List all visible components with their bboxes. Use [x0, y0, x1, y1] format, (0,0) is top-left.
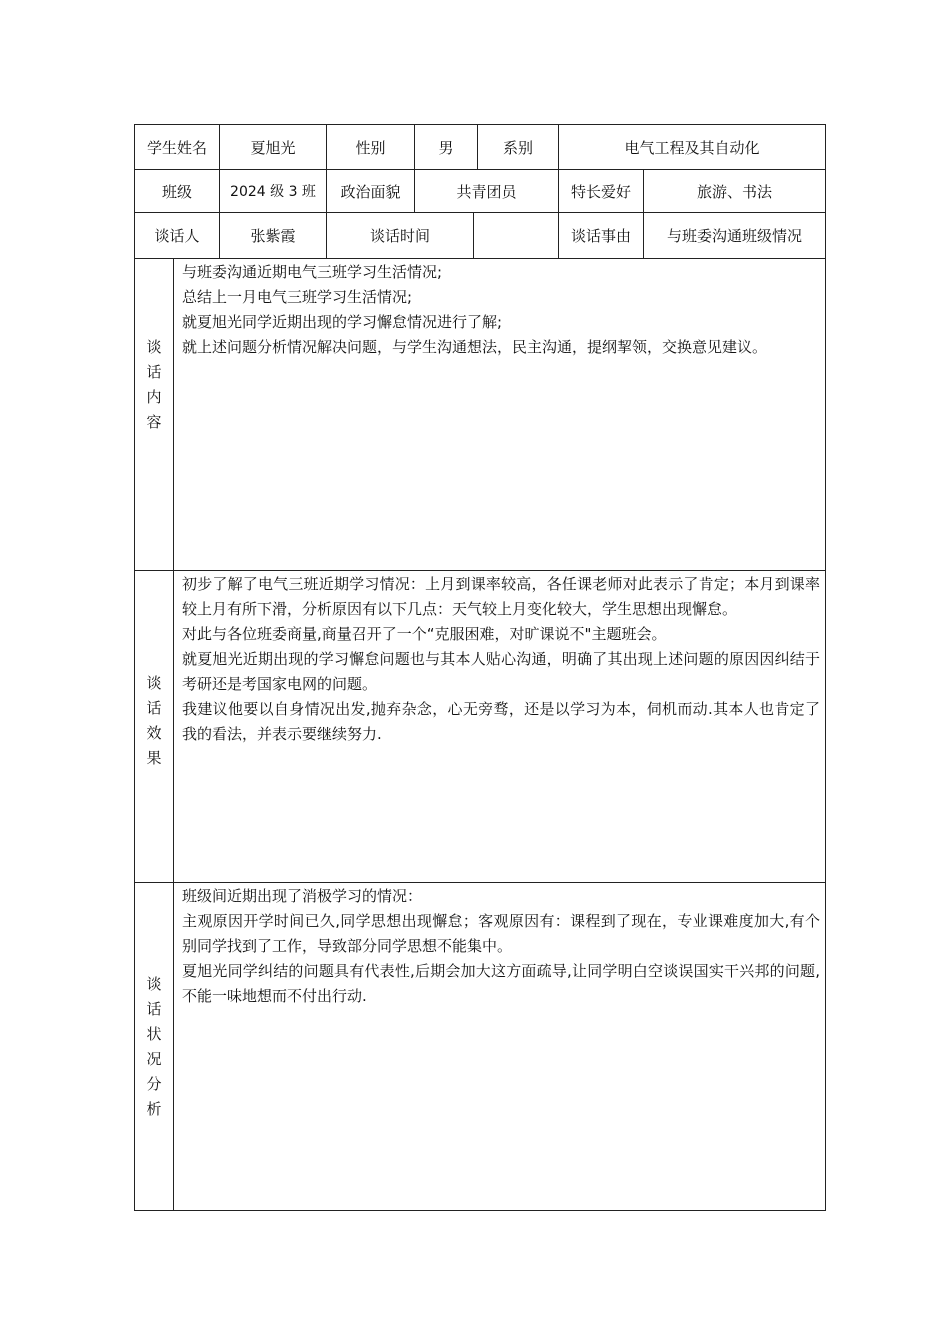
paragraph: 对此与各位班委商量,商量召开了一个“克服困难，对旷课说不"主题班会。 [182, 625, 667, 643]
analysis-section-body [182, 884, 820, 1009]
political-value: 共青团员 [456, 182, 517, 201]
label-char: 效 [146, 724, 162, 742]
paragraph: 主观原因开学时间已久,同学思想出现懈怠；客观原因有：课程到了现在，专业课难度加大,有个别同学找到了工作，导致部分同学思想不能集中。 [182, 912, 820, 955]
label-char: 谈 [146, 338, 162, 356]
content-section-label [135, 259, 173, 511]
political-label: 政治面貌 [340, 182, 401, 201]
dept-value: 电气工程及其自动化 [624, 138, 760, 157]
analysis-section-label [135, 883, 173, 1211]
gender-value: 男 [438, 138, 454, 157]
label-char: 谈 [146, 975, 162, 993]
paragraph: 总结上一月电气三班学习生活情况; [182, 288, 413, 306]
dept-label: 系别 [502, 138, 533, 157]
paragraph: 就上述问题分析情况解决问题，与学生沟通想法，民主沟通，提纲挈领，交换意见建议。 [182, 338, 768, 356]
talker-value: 张紫霞 [250, 227, 296, 245]
label-col-divider [173, 258, 174, 1211]
name-label: 学生姓名 [146, 138, 207, 157]
hobby-label: 特长爱好 [570, 182, 631, 201]
label-char: 容 [146, 413, 162, 431]
label-char: 析 [146, 1100, 162, 1118]
paragraph: 与班委沟通近期电气三班学习生活情况; [182, 263, 443, 281]
paragraph: 就夏旭光近期出现的学习懈怠问题也与其本人贴心沟通，明确了其出现上述问题的原因因纠结于考研还是考国家电网的问题。 [182, 650, 820, 693]
talker-label: 谈话人 [154, 227, 200, 245]
time-value [474, 213, 558, 258]
class-label: 班级 [161, 182, 192, 201]
label-char: 分 [146, 1075, 162, 1093]
row-divider [134, 882, 826, 883]
time-label: 谈话时间 [369, 227, 430, 245]
label-char: 话 [146, 1000, 162, 1018]
paragraph: 班级间近期出现了消极学习的情况： [182, 887, 423, 905]
effect-section-label [135, 571, 173, 871]
label-char: 话 [146, 699, 162, 717]
label-char: 谈 [146, 674, 162, 692]
effect-section-body [182, 572, 820, 747]
class-value: 2024 级 3 班 [230, 184, 316, 200]
paragraph: 夏旭光同学纠结的问题具有代表性,后期会加大这方面疏导,让同学明白空谈误国实干兴邦的问题,不能一味地想而不付出行动. [182, 962, 820, 1005]
label-char: 果 [146, 749, 162, 767]
label-char: 内 [146, 388, 162, 406]
paragraph: 初步了解了电气三班近期学习情况：上月到课率较高，各任课老师对此表示了肯定；本月到课率较上月有所下滑，分析原因有以下几点：天气较上月变化较大，学生思想出现懈怠。 [182, 575, 820, 618]
label-char: 话 [146, 363, 162, 381]
paragraph: 就夏旭光同学近期出现的学习懈怠情况进行了解; [182, 313, 503, 331]
hobby-value: 旅游、书法 [696, 182, 772, 201]
reason-value: 与班委沟通班级情况 [666, 227, 802, 245]
name-value: 夏旭光 [250, 138, 296, 157]
row-divider [134, 570, 826, 571]
gender-label: 性别 [355, 138, 386, 157]
paragraph: 我建议他要以自身情况出发,抛弃杂念，心无旁骛，还是以学习为本，伺机而动.其本人也肯定了我的看法，并表示要继续努力. [182, 700, 820, 743]
reason-label: 谈话事由 [570, 227, 631, 245]
content-section-body [182, 260, 820, 360]
label-char: 状 [146, 1025, 162, 1043]
row-divider [134, 258, 826, 259]
label-char: 况 [146, 1050, 162, 1068]
